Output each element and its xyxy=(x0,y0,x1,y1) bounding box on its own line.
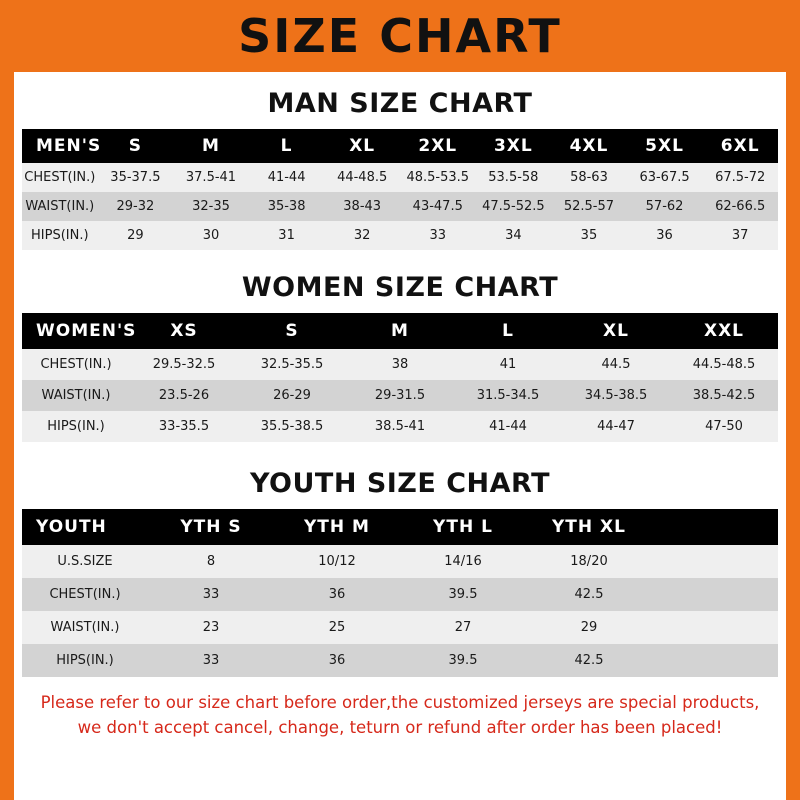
table-header-cell: M xyxy=(173,129,249,163)
table-cell: 44.5-48.5 xyxy=(670,349,778,380)
table-cell: 41-44 xyxy=(454,411,562,442)
row-label: U.S.SIZE xyxy=(22,545,148,578)
section-title-women: WOMEN SIZE CHART xyxy=(241,272,559,303)
section-youth xyxy=(22,468,778,677)
table-cell: 32 xyxy=(324,221,400,250)
table-header-cell: XL xyxy=(324,129,400,163)
table-row xyxy=(22,545,778,578)
table-header-row xyxy=(22,509,778,545)
table-header-cell: YOUTH xyxy=(22,509,148,545)
row-label: CHEST(IN.) xyxy=(22,349,130,380)
table-cell: 58-63 xyxy=(551,163,627,192)
row-label: CHEST(IN.) xyxy=(22,163,98,192)
table-cell: 33 xyxy=(400,221,476,250)
table-cell: 38.5-41 xyxy=(346,411,454,442)
table-row xyxy=(22,163,778,192)
table-cell: 41-44 xyxy=(249,163,325,192)
table-cell: 32-35 xyxy=(173,192,249,221)
table-header-cell: MEN'S xyxy=(22,129,98,163)
table-cell: 29 xyxy=(98,221,174,250)
table-header-cell: 4XL xyxy=(551,129,627,163)
table-header-cell: S xyxy=(238,313,346,349)
table-cell: 37.5-41 xyxy=(173,163,249,192)
footer-note-line-1: Please refer to our size chart before order,the customized jerseys are special products, xyxy=(40,693,760,712)
table-cell: 8 xyxy=(148,545,274,578)
table-cell: 44.5 xyxy=(562,349,670,380)
table-cell: 42.5 xyxy=(526,644,652,677)
table-cell: 29 xyxy=(526,611,652,644)
table-cell: 33 xyxy=(148,644,274,677)
table-cell: 14/16 xyxy=(400,545,526,578)
table-cell: 31.5-34.5 xyxy=(454,380,562,411)
table-header-cell: 6XL xyxy=(702,129,778,163)
table-cell: 47-50 xyxy=(670,411,778,442)
table-header-cell: YTH S xyxy=(148,509,274,545)
table-row xyxy=(22,644,778,677)
section-title-youth: YOUTH SIZE CHART xyxy=(249,468,551,499)
women-size-table xyxy=(22,313,778,442)
table-header-cell: S xyxy=(98,129,174,163)
table-cell: 32.5-35.5 xyxy=(238,349,346,380)
table-header-cell: YTH M xyxy=(274,509,400,545)
table-row xyxy=(22,611,778,644)
table-cell-spacer xyxy=(652,611,778,644)
table-cell: 31 xyxy=(249,221,325,250)
table-header-cell: YTH XL xyxy=(526,509,652,545)
table-header-cell: L xyxy=(454,313,562,349)
section-man xyxy=(22,88,778,250)
row-label: HIPS(IN.) xyxy=(22,411,130,442)
row-label: WAIST(IN.) xyxy=(22,611,148,644)
table-cell: 47.5-52.5 xyxy=(476,192,552,221)
row-label: WAIST(IN.) xyxy=(22,380,130,411)
table-cell-spacer xyxy=(652,545,778,578)
table-cell: 29-31.5 xyxy=(346,380,454,411)
table-cell-spacer xyxy=(652,644,778,677)
table-cell: 36 xyxy=(627,221,703,250)
content xyxy=(14,88,786,741)
table-cell: 39.5 xyxy=(400,644,526,677)
banner xyxy=(14,0,786,72)
table-header-row xyxy=(22,129,778,163)
table-cell: 48.5-53.5 xyxy=(400,163,476,192)
table-cell: 38 xyxy=(346,349,454,380)
table-cell: 34.5-38.5 xyxy=(562,380,670,411)
table-cell: 26-29 xyxy=(238,380,346,411)
table-header-cell: 3XL xyxy=(476,129,552,163)
table-cell: 38-43 xyxy=(324,192,400,221)
table-cell: 62-66.5 xyxy=(702,192,778,221)
table-cell: 35 xyxy=(551,221,627,250)
table-cell: 34 xyxy=(476,221,552,250)
footer-note-line-2: we don't accept cancel, change, teturn or refund after order has been placed! xyxy=(77,717,723,737)
table-header-cell: YTH L xyxy=(400,509,526,545)
table-cell: 25 xyxy=(274,611,400,644)
row-label: HIPS(IN.) xyxy=(22,644,148,677)
table-cell: 52.5-57 xyxy=(551,192,627,221)
table-cell: 29.5-32.5 xyxy=(130,349,238,380)
table-cell: 18/20 xyxy=(526,545,652,578)
men-size-table xyxy=(22,129,778,250)
table-row xyxy=(22,380,778,411)
table-cell: 36 xyxy=(274,644,400,677)
table-cell: 41 xyxy=(454,349,562,380)
table-cell: 29-32 xyxy=(98,192,174,221)
footer-note xyxy=(32,691,768,741)
row-label: WAIST(IN.) xyxy=(22,192,98,221)
table-row xyxy=(22,349,778,380)
table-row xyxy=(22,192,778,221)
table-row xyxy=(22,221,778,250)
table-cell: 53.5-58 xyxy=(476,163,552,192)
table-cell: 67.5-72 xyxy=(702,163,778,192)
row-label: HIPS(IN.) xyxy=(22,221,98,250)
table-cell: 37 xyxy=(702,221,778,250)
table-cell: 42.5 xyxy=(526,578,652,611)
table-row xyxy=(22,578,778,611)
table-cell: 44-48.5 xyxy=(324,163,400,192)
table-header-cell: XS xyxy=(130,313,238,349)
section-title-man: MAN SIZE CHART xyxy=(267,88,533,119)
row-label: CHEST(IN.) xyxy=(22,578,148,611)
table-cell-spacer xyxy=(652,578,778,611)
table-header-cell: M xyxy=(346,313,454,349)
table-header-cell: 5XL xyxy=(627,129,703,163)
section-women xyxy=(22,272,778,442)
table-cell: 27 xyxy=(400,611,526,644)
table-header-row xyxy=(22,313,778,349)
table-cell: 43-47.5 xyxy=(400,192,476,221)
table-cell: 30 xyxy=(173,221,249,250)
table-cell: 38.5-42.5 xyxy=(670,380,778,411)
table-header-cell: 2XL xyxy=(400,129,476,163)
table-header-cell: WOMEN'S xyxy=(22,313,130,349)
table-cell: 10/12 xyxy=(274,545,400,578)
table-cell: 35-38 xyxy=(249,192,325,221)
table-cell: 33 xyxy=(148,578,274,611)
table-cell: 35.5-38.5 xyxy=(238,411,346,442)
table-cell: 57-62 xyxy=(627,192,703,221)
table-cell: 35-37.5 xyxy=(98,163,174,192)
table-cell: 33-35.5 xyxy=(130,411,238,442)
table-header-cell: L xyxy=(249,129,325,163)
table-header-spacer xyxy=(652,509,778,545)
table-row xyxy=(22,411,778,442)
table-cell: 23.5-26 xyxy=(130,380,238,411)
table-cell: 63-67.5 xyxy=(627,163,703,192)
table-cell: 23 xyxy=(148,611,274,644)
page-title: SIZE CHART xyxy=(238,9,562,63)
table-header-cell: XL xyxy=(562,313,670,349)
table-cell: 44-47 xyxy=(562,411,670,442)
youth-size-table xyxy=(22,509,778,677)
table-header-cell: XXL xyxy=(670,313,778,349)
table-cell: 39.5 xyxy=(400,578,526,611)
table-cell: 36 xyxy=(274,578,400,611)
